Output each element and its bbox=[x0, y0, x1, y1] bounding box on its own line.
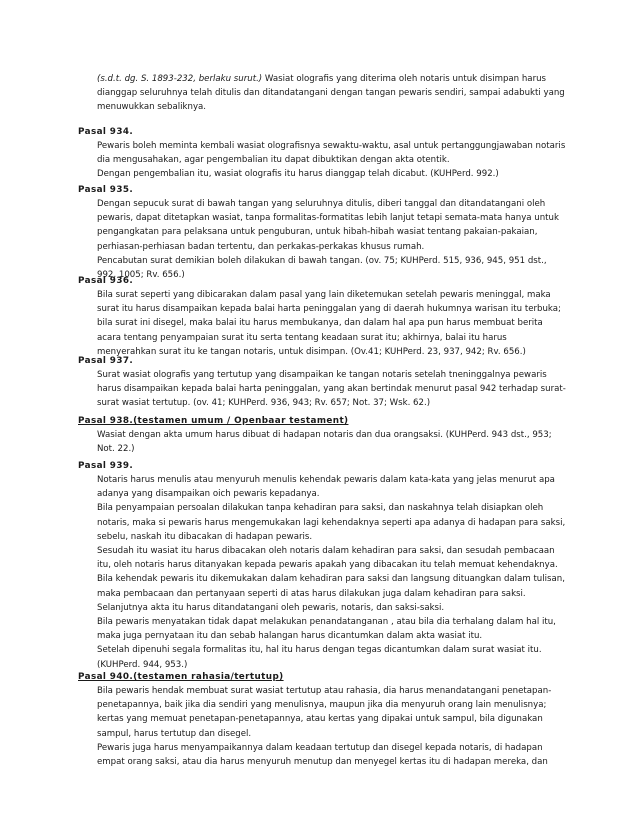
article-body bbox=[97, 473, 568, 672]
article-heading: Pasal 940.(testamen rahasia/tertutup) bbox=[78, 672, 284, 682]
article-paragraph: Setelah dipenuhi segala formalitas itu, hal itu harus dengan tegas dicantumkan dalam surat wasiat itu. (KUHPerd. 944, 953.) bbox=[97, 645, 542, 670]
article-938 bbox=[78, 415, 568, 456]
article-body bbox=[97, 684, 568, 769]
article-paragraph: Wasiat dengan akta umum harus dibuat di hadapan notaris dan dua orangsaksi. (KUHPerd. 943 dst., 953; Not. 22.) bbox=[97, 430, 552, 455]
article-940 bbox=[78, 671, 568, 769]
article-body bbox=[97, 288, 568, 359]
article-paragraph: Dengan pengembalian itu, wasiat olografis itu harus dianggap telah dicabut. (KUHPerd. 992.) bbox=[97, 169, 499, 180]
article-936 bbox=[78, 275, 568, 359]
article-heading: Pasal 938.(testamen umum / Openbaar testament) bbox=[78, 416, 349, 426]
article-934 bbox=[78, 126, 568, 182]
article-937 bbox=[78, 355, 568, 411]
article-paragraph: Bila pewaris menyatakan tidak dapat melakukan penandatanganan , atau bila dia terhalang dalam hal itu, maka juga pernyataan itu dan sebab halangan harus dicantumkan dalam akta wasiat itu. bbox=[97, 617, 556, 642]
article-body bbox=[97, 368, 568, 411]
article-paragraph: Bila pewaris hendak membuat surat wasiat tertutup atau rahasia, dia harus menandatangani penetapan-penetapannya, baik jika dia sendiri yang menulisnya, maupun jika dia menyuruh orang lain menulisnya; kertas yang memuat penetapan-penetapannya, atau kertas yang dipakai untuk sampul, bila digunakan sampul, harus tertutup dan disegel. bbox=[97, 686, 552, 739]
intro-paragraph bbox=[97, 72, 567, 115]
article-heading: Pasal 935. bbox=[78, 185, 134, 195]
article-935 bbox=[78, 184, 568, 282]
article-heading: Pasal 939. bbox=[78, 461, 134, 471]
article-heading: Pasal 934. bbox=[78, 127, 134, 137]
article-paragraph: Bila penyampaian persoalan dilakukan tanpa kehadiran para saksi, dan naskahnya telah disiapkan oleh notaris, maka si pewaris harus mengemukakan lagi kehendaknya seperti apa adanya di hadapan para saksi, sebelu, naskah itu dibacakan di hadapan pewaris. bbox=[97, 503, 566, 542]
article-paragraph: Sesudah itu wasiat itu harus dibacakan oleh notaris dalam kehadiran para saksi, dan sesudah pembacaan itu, oleh notaris harus ditanyakan kepada pewaris apakah yang dibacakan itu telah memuat kehendaknya. bbox=[97, 546, 558, 571]
article-paragraph: Surat wasiat olografis yang tertutup yang disampaikan ke tangan notaris setelah tneninggalnya pewaris harus disampaikan kepada balai harta peninggalan, yang akan bertindak menurut pasal 942 terhadap surat-surat wasiat tertutup. (ov. 41; KUHPerd. 936, 943; Rv. 657; Not. 37; Wsk. 62.) bbox=[97, 370, 566, 409]
intro-citation: (s.d.t. dg. S. 1893-232, berlaku surut.) bbox=[97, 74, 263, 84]
article-body bbox=[97, 197, 568, 282]
article-939 bbox=[78, 460, 568, 672]
article-paragraph: Bila kehendak pewaris itu dikemukakan dalam kehadiran para saksi dan langsung dituangkan dalam tulisan, maka pembacaan dan pertanyaan seperti di atas harus dilakukan juga dalam kehadiran para saksi. bbox=[97, 574, 565, 599]
article-paragraph: Pencabutan surat demikian boleh dilakukan di bawah tangan. (ov. 75; KUHPerd. 515, 936, 945, 951 dst., 992, 1005; Rv. 656.) bbox=[97, 255, 547, 281]
article-body bbox=[97, 428, 568, 456]
article-paragraph: Pewaris boleh meminta kembali wasiat olografisnya sewaktu-waktu, asal untuk pertanggungjawaban notaris dia mengusahakan, agar pengembalian itu dapat dibuktikan dengan akta otentik. bbox=[97, 141, 566, 166]
article-paragraph: Bila surat seperti yang dibicarakan dalam pasal yang lain diketemukan setelah pewaris meninggal, maka surat itu harus disampaikan kepada balai harta peninggalan yang di daerah hukumnya warisan itu terbuka; bila surat ini disegel, maka balai itu harus membukanya, dan dalam hal apa pun harus membuat berita acara tentang penyampaian surat itu serta tentang keadaan surat itu; akhirnya, balai itu harus menyerahkan surat itu ke tangan notaris, untuk disimpan. (Ov.41; KUHPerd. 23, 937, 942; Rv. 656.) bbox=[97, 290, 561, 357]
article-paragraph: Selanjutnya akta itu harus ditandatangani oleh pewaris, notaris, dan saksi-saksi. bbox=[97, 602, 445, 613]
article-heading: Pasal 936. bbox=[78, 276, 134, 286]
article-body bbox=[97, 139, 568, 182]
article-paragraph: Notaris harus menulis atau menyuruh menulis kehendak pewaris dalam kata-kata yang jelas menurut apa adanya yang disampaikan oich pewaris kepadanya. bbox=[97, 475, 555, 500]
intro-text: Wasiat olografis yang diterima oleh notaris untuk disimpan harus dianggap seluruhnya telah ditulis dan ditandatangani dengan tangan pewaris sendiri, sampai adabukti yang menuwukkan sebaliknya. bbox=[97, 74, 565, 113]
article-heading: Pasal 937. bbox=[78, 356, 134, 366]
article-paragraph: Pewaris juga harus menyampaikannya dalam keadaan tertutup dan disegel kepada notaris, di hadapan empat orang saksi, atau dia harus menyuruh menutup dan menyegel kertas itu di hadapan mereka, dan bbox=[97, 742, 548, 768]
article-paragraph: Dengan sepucuk surat di bawah tangan yang seluruhnya ditulis, diberi tanggal dan ditandatangani oleh pewaris, dapat ditetapkan wasiat, tanpa formalitas-formatitas lebih lanjut tetapi semata-mata hanya untuk pengangkatan para pelaksana untuk penguburan, untuk hibah-hibah wasiat tentang pakaian-pakaian, perhiasan-perhiasan badan tertentu, dan perkakas-perkakas khusus rumah. bbox=[97, 199, 559, 252]
